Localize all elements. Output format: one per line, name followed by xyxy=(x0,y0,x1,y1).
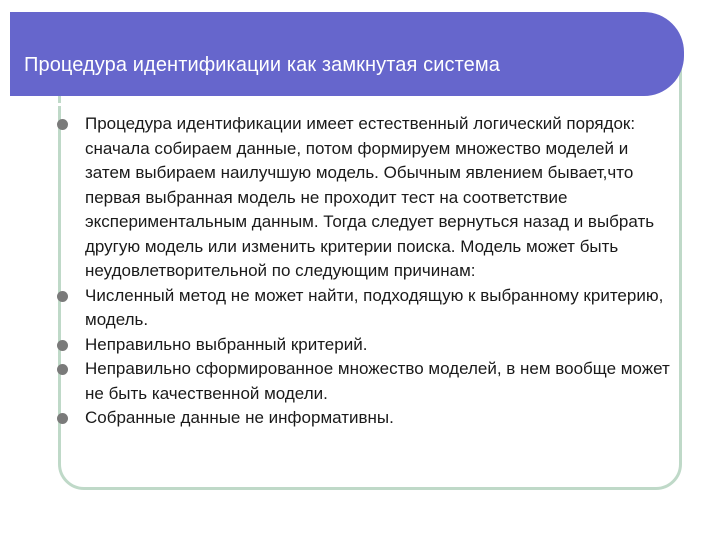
bullet-text: Собранные данные не информативны. xyxy=(85,408,394,427)
bullet-dot-icon xyxy=(57,119,68,130)
title-underline xyxy=(20,103,648,106)
bullet-item xyxy=(57,333,677,358)
bullet-list xyxy=(57,112,677,431)
bullet-item xyxy=(57,112,677,284)
bullet-text: Неправильно сформированное множество моделей, в нем вообще может не быть качественной модели. xyxy=(85,359,670,403)
bullet-dot-icon xyxy=(57,413,68,424)
slide-title: Процедура идентификации как замкнутая система xyxy=(24,54,500,76)
bullet-text: Численный метод не может найти, подходящую к выбранному критерию, модель. xyxy=(85,285,664,329)
bullet-dot-icon xyxy=(57,340,68,351)
bullet-item xyxy=(57,284,677,333)
bullet-item xyxy=(57,357,677,406)
bullet-text: Неправильно выбранный критерий. xyxy=(85,334,368,354)
bullet-dot-icon xyxy=(57,291,68,302)
title-bar xyxy=(10,12,684,96)
bullet-item xyxy=(57,406,677,431)
bullet-text: Процедура идентификации имеет естественный логический порядок: сначала собираем данные, потом формируем множество моделей и затем выбираем наилучшую модель. Обычным явлением бывает,что первая выбранная модель не проходит тест на соответствие экспериментальным данным. Тогда следует вернуться назад и выбрать другую модель или изменить критерии поиска. Модель может быть неудовлетворительной по следующим причинам: xyxy=(85,114,655,280)
bullet-dot-icon xyxy=(57,364,68,375)
